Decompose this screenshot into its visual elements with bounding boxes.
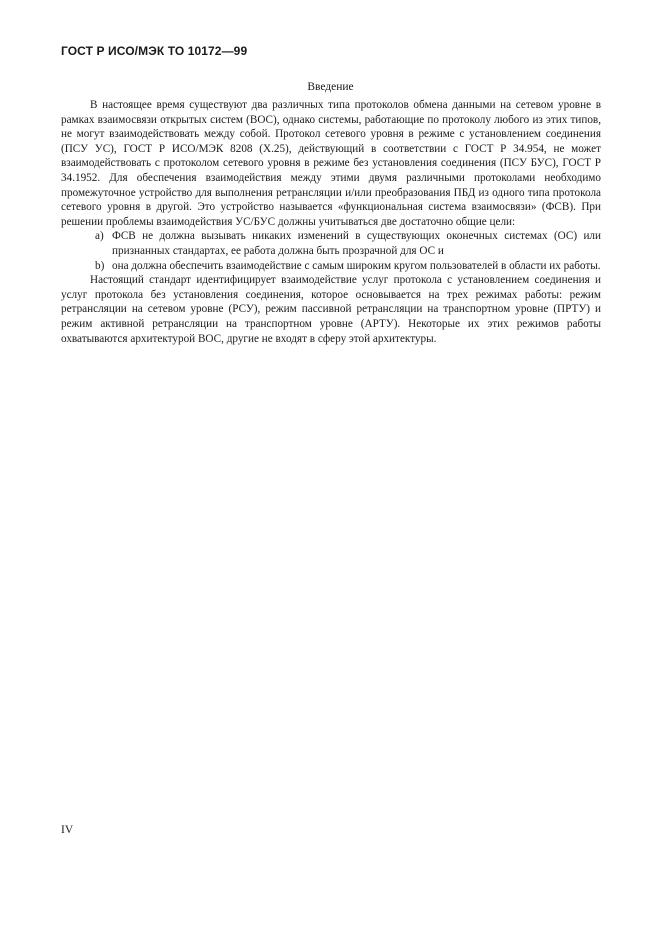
paragraph-intro: В настоящее время существуют два различных типа протоколов обмена данными на сетевом уровне в рамках взаимосвязи открытых систем (ВОС), однако системы, работающие по протоколу любого из этих типов, не могут взаимодействовать между собой. Протокол сетевого уровня в режиме с установлением соединения (ПСУ УС), ГОСТ Р ИСО/МЭК 8208 (Х.25), действующий в соответствии с ГОСТ Р 34.954, не может взаимодействовать с протоколом сетевого уровня в режиме без установления соединения (ПСУ БУС), ГОСТ Р 34.1952. Для обеспечения взаимодействия между этими двумя различными протоколами необходимо промежуточное устройство для выполнения ретрансляции и/или преобразования ПБД из одного типа протокола сетевого уровня в другой. Это устройство называется «функциональная система взаимосвязи» (ФСВ). При решении проблемы взаимодействия УС/БУС должны учитываться две достаточно общие цели: — [61, 99, 601, 228]
goals-list — [61, 229, 601, 273]
list-marker: a) — [95, 230, 104, 243]
document-header: ГОСТ Р ИСО/МЭК ТО 10172—99 — [61, 44, 248, 58]
section-title: Введение — [307, 81, 354, 93]
list-marker: b) — [95, 259, 105, 272]
list-item-text: она должна обеспечить взаимодействие с самым широким кругом пользователей в области их работы. — [112, 259, 601, 272]
list-item — [61, 259, 601, 274]
paragraph-modes: Настоящий стандарт идентифицирует взаимодействие услуг протокола с установлением соединения и услуг протокола без установления соединения, которое основывается на трех режимах работы: режим ретрансляции на сетевом уровне (РСУ), режим пассивной ретрансляции на транспортном уровне (ПРТУ) и режим активной ретрансляции на транспортном уровне (АРТУ). Некоторые их этих режимов работы охватываются архитектурой ВОС, другие не входят в сферу этой архитектуры. — [61, 274, 601, 345]
list-item-text: ФСВ не должна вызывать никаких изменений в существующих оконечных системах (ОС) или признанных стандартах, ее работа должна быть прозрачной для ОС и — [112, 230, 601, 257]
document-body — [61, 98, 601, 346]
page-number: IV — [61, 824, 74, 836]
list-item — [61, 229, 601, 258]
